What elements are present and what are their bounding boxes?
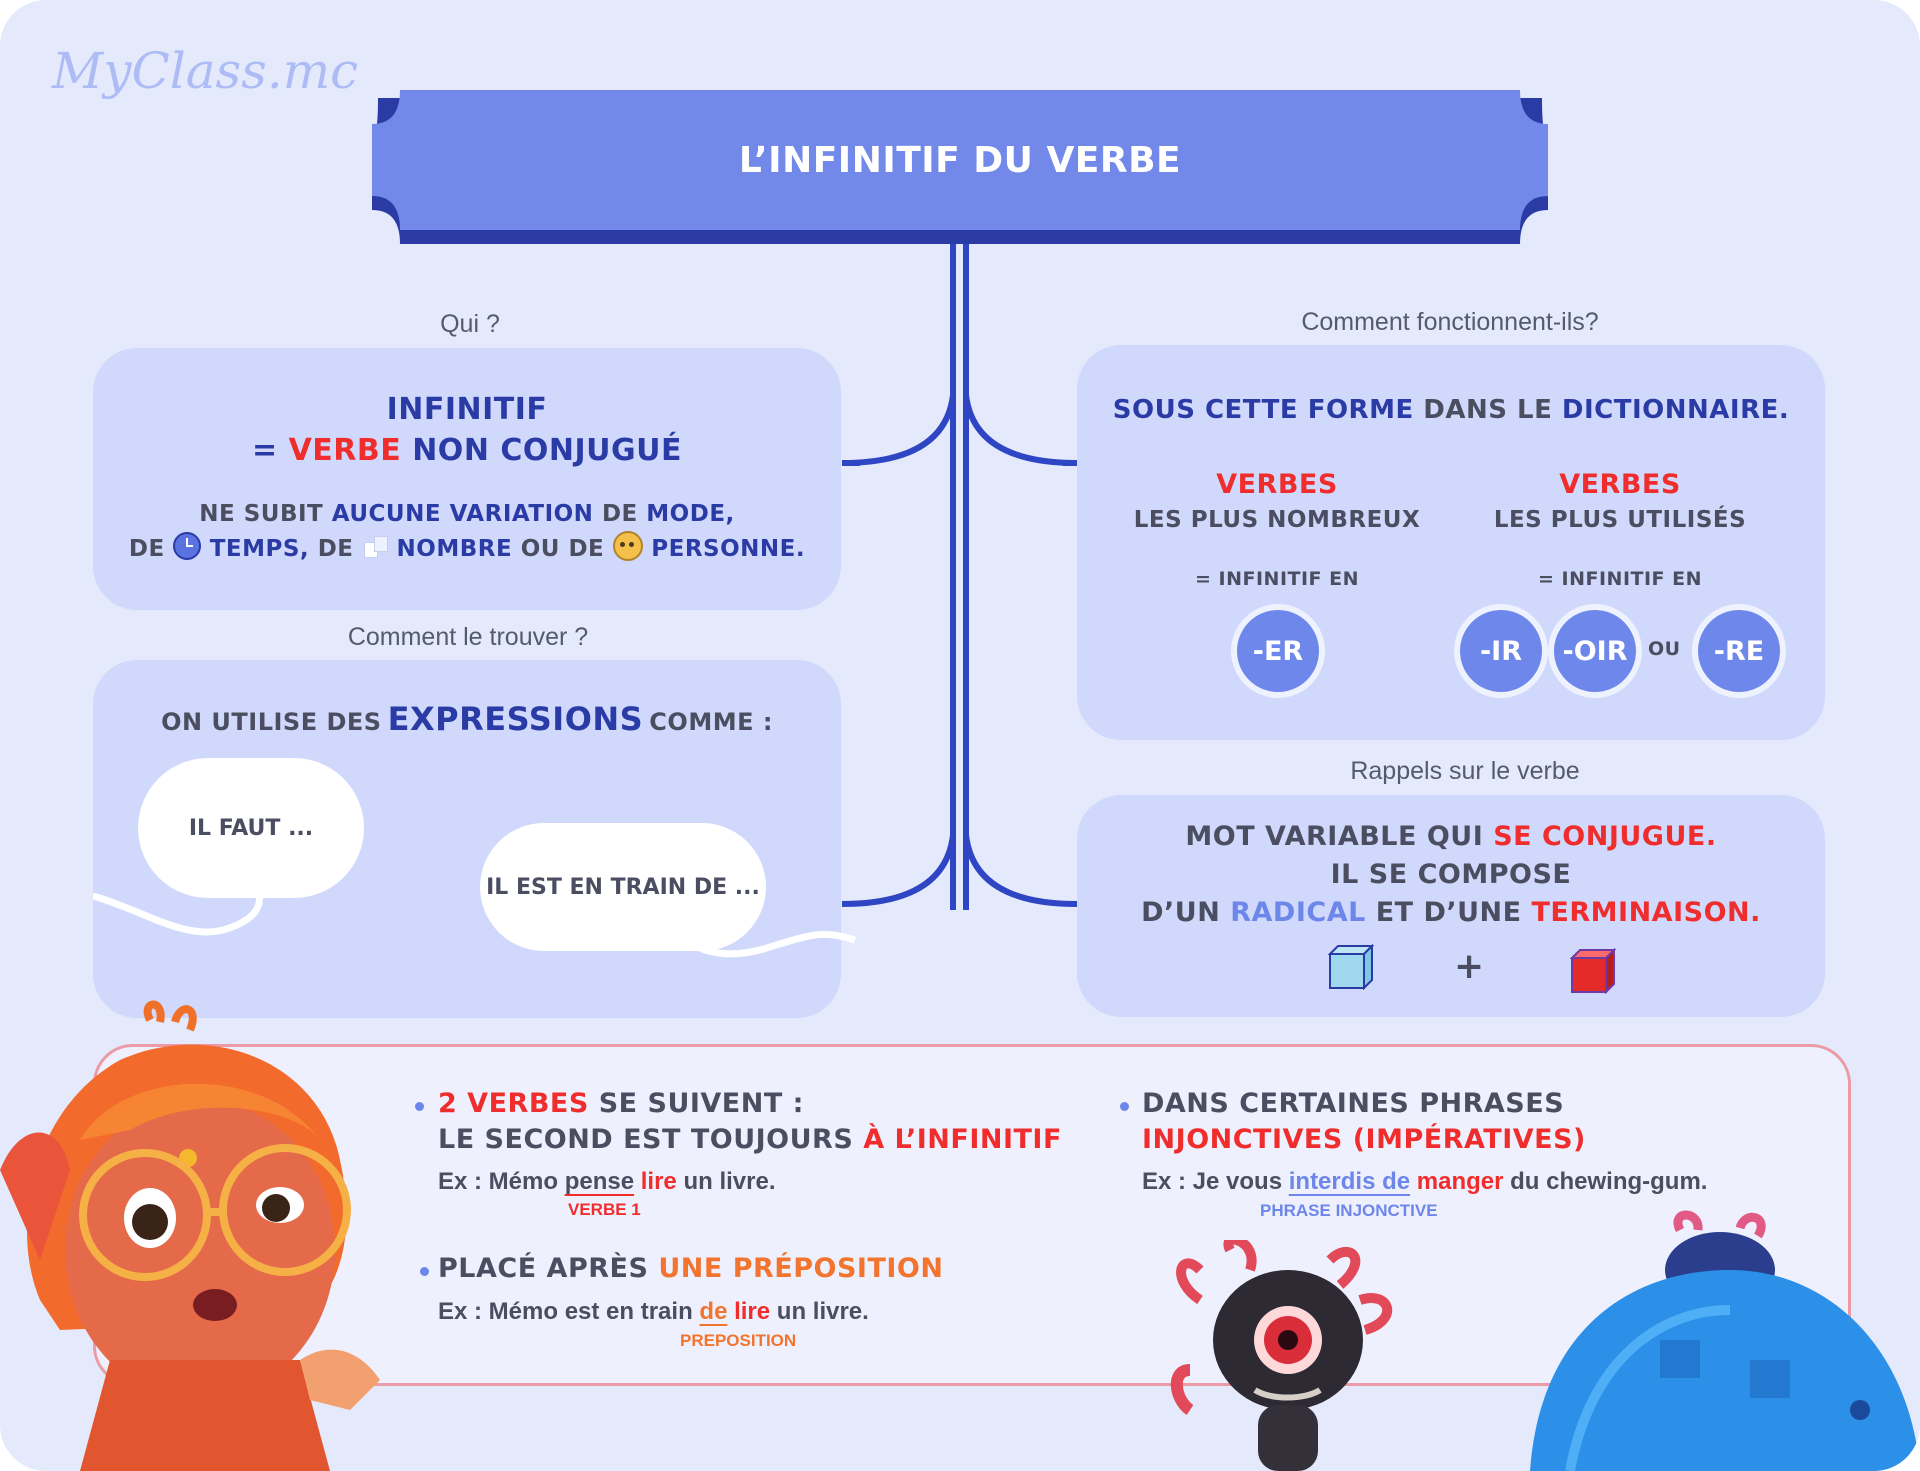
d-temps: TEMPS, (209, 536, 310, 562)
qui-line1: INFINITIF (386, 392, 548, 427)
d-nombre: NOMBRE (396, 536, 513, 562)
fonctionnent-caption: Comment fonctionnent-ils? (1301, 308, 1599, 336)
left-group-sub: LES PLUS NOMBREUX (1133, 507, 1421, 533)
d-de3: DE (317, 536, 354, 562)
r-l3-a: D’UN (1141, 897, 1221, 928)
right-group-sub: LES PLUS UTILISÉS (1493, 507, 1747, 533)
ending-re: -RE (1698, 610, 1780, 692)
numbers-icon (362, 534, 388, 558)
left-group-eq: = INFINITIF EN (1194, 568, 1360, 590)
rule-2-tag: PREPOSITION (680, 1331, 797, 1350)
rule-1-key: 2 VERBES (438, 1088, 589, 1119)
heading-pre: ON UTILISE DES (161, 708, 382, 736)
rule-3-tag: PHRASE INJONCTIVE (1260, 1201, 1438, 1220)
ending-oir: -OIR (1554, 610, 1636, 692)
ex1-a: Ex : Mémo (438, 1168, 559, 1195)
rule-2-example (438, 1298, 869, 1326)
right-group-eq: = INFINITIF EN (1537, 568, 1703, 590)
r-radical: RADICAL (1230, 897, 1366, 928)
heading-key: EXPRESSIONS (387, 700, 644, 738)
verbe-word: VERBE (288, 433, 402, 468)
r-l2: IL SE COMPOSE (1330, 859, 1572, 890)
r-l3-b: ET D’UNE (1375, 897, 1522, 928)
qui-line2 (93, 433, 841, 468)
ex2-b: un livre. (776, 1298, 869, 1325)
equals-sign: = (251, 433, 278, 468)
fonctionnent-heading (1077, 395, 1825, 425)
h-dico: DICTIONNAIRE. (1561, 395, 1790, 425)
right-group-title: VERBES (1559, 469, 1681, 500)
rule-1-tag: VERBE 1 (568, 1200, 641, 1219)
ex2-verb: lire (734, 1298, 771, 1325)
rule-2-pre: PLACÉ APRÈS (438, 1253, 649, 1284)
r-terminaison: TERMINAISON. (1531, 897, 1761, 928)
rappels-text (1077, 818, 1825, 932)
ex1-verb2: lire (640, 1168, 677, 1195)
rule-2-heading (438, 1253, 943, 1284)
ending-er: -ER (1237, 610, 1319, 692)
ex3-a: Ex : Je vous (1142, 1168, 1283, 1195)
rule-1-l2-key: À L’INFINITIF (863, 1124, 1062, 1155)
clock-icon (173, 532, 201, 560)
person-icon (613, 531, 643, 561)
ex2-prep: de (699, 1298, 728, 1325)
ex3-manger: manger (1416, 1168, 1504, 1195)
r-l1-pre: MOT VARIABLE QUI (1185, 821, 1484, 852)
d-personne: PERSONNE. (651, 536, 806, 562)
qui-description (93, 498, 841, 566)
ending-cube-icon (1568, 948, 1616, 994)
d-variation: VARIATION (449, 501, 594, 527)
ex1-verb1: pense (564, 1168, 635, 1195)
speech-bubble-il-faut: IL FAUT ... (138, 758, 364, 898)
page-title: L’INFINITIF DU VERBE (738, 140, 1182, 181)
left-group-title: VERBES (1216, 469, 1338, 500)
rule-2-key: UNE PRÉPOSITION (658, 1253, 944, 1284)
heading-post: COMME : (649, 708, 773, 736)
alien-character-illustration (1160, 1240, 1420, 1471)
d-mode: MODE, (646, 501, 735, 527)
robot-character-illustration (1510, 1210, 1920, 1471)
d-de2: DE (128, 536, 165, 562)
rule-bullet-1 (415, 1102, 424, 1111)
rappels-caption: Rappels sur le verbe (1350, 757, 1580, 785)
rule-bullet-2 (420, 1267, 429, 1276)
trouver-heading (93, 700, 841, 738)
speech-bubble-en-train: IL EST EN TRAIN DE ... (480, 823, 766, 951)
d-ou-de: OU DE (520, 536, 605, 562)
rule-1-example (438, 1168, 775, 1196)
rule-1-heading (438, 1086, 1062, 1158)
rule-bullet-3 (1120, 1102, 1129, 1111)
r-l1-key: SE CONJUGUE. (1493, 821, 1717, 852)
trouver-caption: Comment le trouver ? (347, 623, 589, 651)
d-de1: DE (601, 501, 638, 527)
h-sous: SOUS CETTE FORME (1112, 395, 1414, 425)
qui-card (93, 348, 841, 610)
rule-3-l2: INJONCTIVES (IMPÉRATIVES) (1142, 1124, 1586, 1155)
girl-character-illustration (0, 1000, 410, 1471)
ex1-b: un livre. (683, 1168, 776, 1195)
ex3-b: du chewing-gum. (1510, 1168, 1708, 1195)
ending-ir: -IR (1460, 610, 1542, 692)
d-ne-subit: NE SUBIT (199, 501, 324, 527)
non-conjugue-text: NON CONJUGUÉ (412, 433, 682, 468)
qui-caption: Qui ? (440, 310, 500, 338)
d-aucune: AUCUNE (331, 501, 442, 527)
radical-cube-icon (1326, 944, 1374, 990)
ex3-interdis: interdis de (1288, 1168, 1411, 1195)
rule-3-heading (1142, 1086, 1586, 1158)
rule-1-l2-pre: LE SECOND EST TOUJOURS (438, 1124, 854, 1155)
rule-1-rest: SE SUIVENT : (598, 1088, 804, 1119)
ou-word: OU (1648, 638, 1681, 660)
h-dans: DANS LE (1423, 395, 1553, 425)
plus-sign: + (1454, 946, 1485, 987)
rule-3-example (1142, 1168, 1707, 1196)
logo: MyClass.mc (52, 42, 359, 100)
ex2-a: Ex : Mémo est en train (438, 1298, 693, 1325)
rule-3-l1: DANS CERTAINES PHRASES (1142, 1088, 1565, 1119)
